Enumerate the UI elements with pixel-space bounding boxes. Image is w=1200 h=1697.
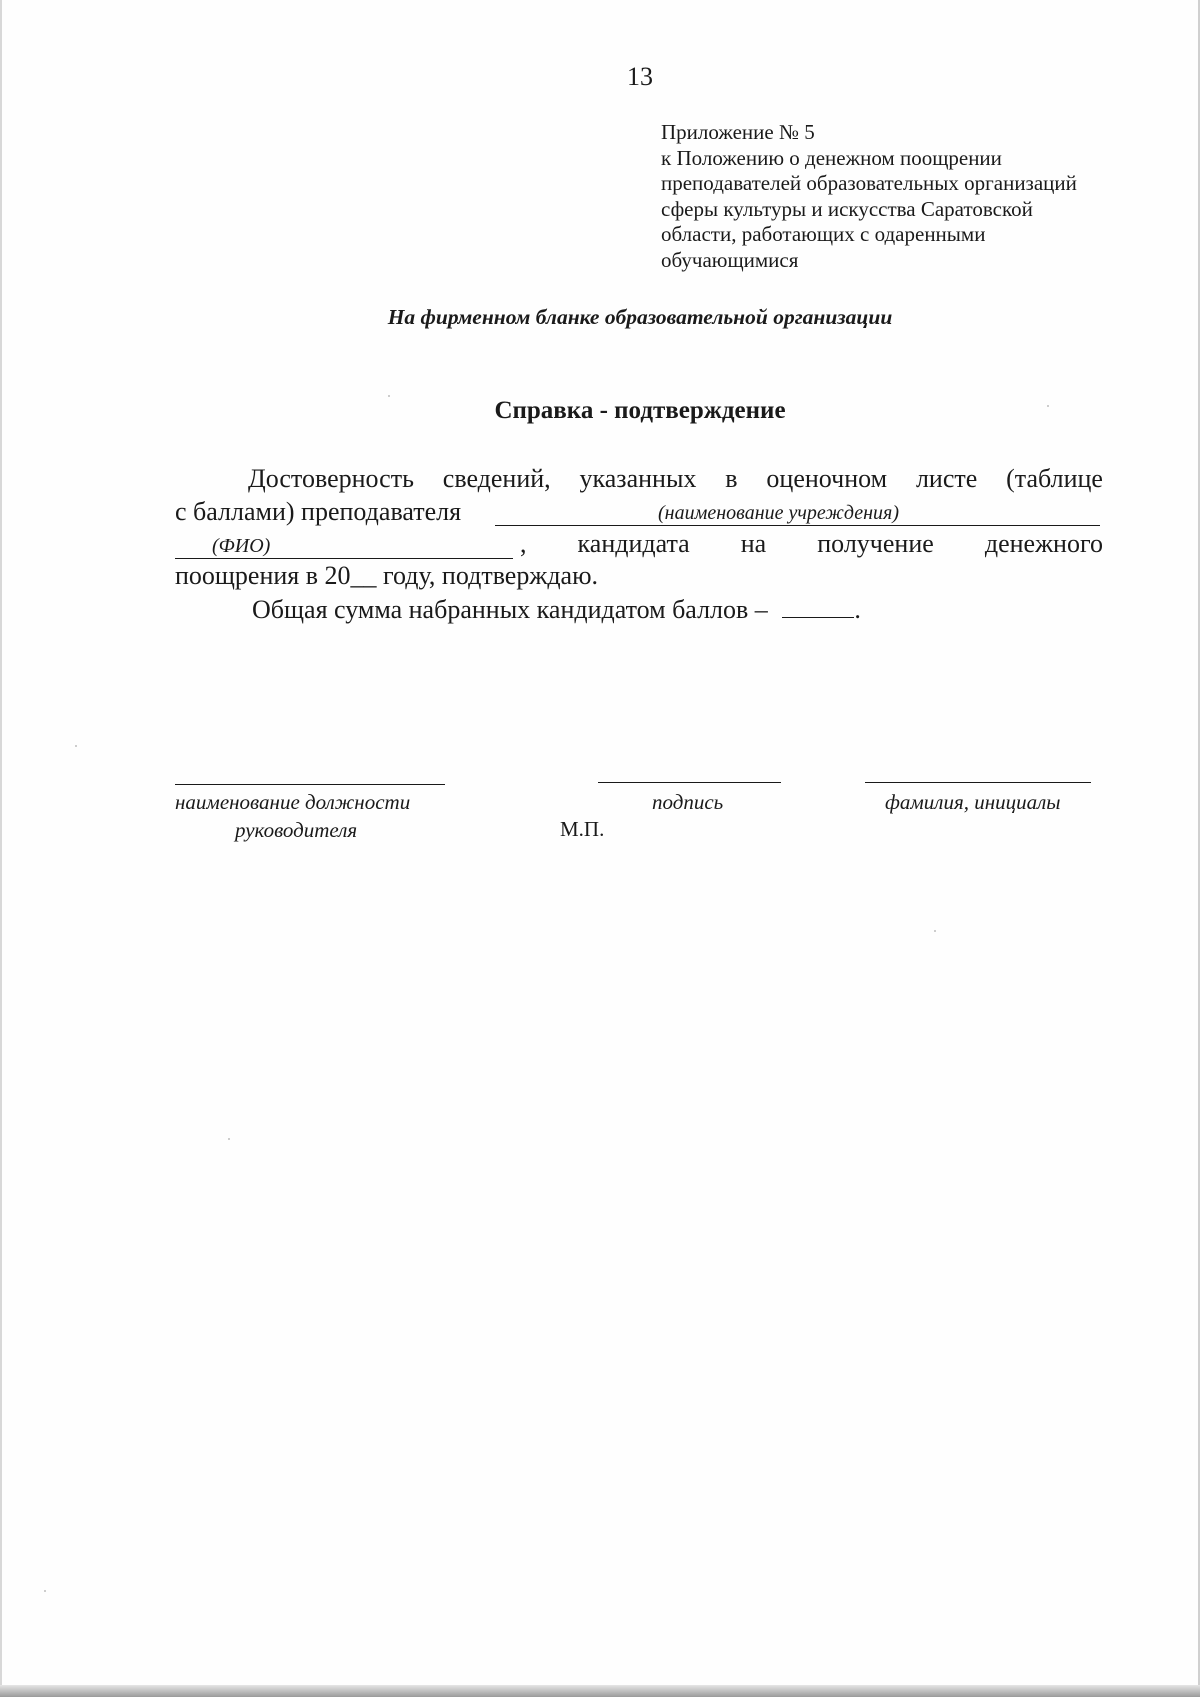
paragraph-word: в (725, 464, 738, 493)
scan-speck (388, 395, 390, 397)
scan-speck (75, 745, 77, 747)
total-score-line (252, 593, 1180, 625)
paragraph-word: указанных (579, 464, 697, 493)
total-score-label: Общая сумма набранных кандидатом баллов – (252, 595, 768, 624)
appendix-line: сферы культуры и искусства Саратовской (661, 196, 1033, 221)
appendix-line: Приложение № 5 (661, 120, 815, 144)
paragraph-word: денежного (984, 529, 1103, 558)
total-score-period: . (854, 595, 861, 624)
institution-fill-line (495, 525, 1100, 526)
appendix-line: области, работающих с одаренными (661, 222, 986, 246)
page-number: 13 (627, 62, 653, 91)
document-title: Справка - подтверждение (494, 397, 786, 424)
paragraph-word: на (740, 529, 767, 558)
paragraph-word: получение (817, 529, 934, 558)
name-caption: фамилия, инициалы (885, 790, 1061, 814)
name-signature-line (865, 782, 1091, 783)
appendix-line: к Положению о денежном поощрении (661, 145, 1002, 170)
institution-hint: (наименование учреждения) (658, 502, 900, 524)
scan-speck (934, 930, 936, 932)
paragraph-line-3 (520, 529, 1103, 561)
position-signature-line (175, 784, 445, 785)
position-caption-continued: руководителя (235, 818, 358, 842)
paragraph-word: , (520, 529, 527, 558)
signature-caption: подпись (652, 790, 724, 814)
paragraph-word: Достоверность (248, 464, 414, 493)
paragraph-text: поощрения в 20__ году, подтверждаю. (175, 561, 599, 590)
scan-speck (1047, 405, 1049, 407)
letterhead-note: На фирменном бланке образовательной организации (387, 305, 893, 329)
paragraph-word: оценочном (766, 464, 888, 493)
fio-hint: (ФИО) (212, 535, 271, 557)
total-score-fill-line (782, 593, 854, 618)
paragraph-text: с баллами) преподавателя (175, 497, 462, 526)
position-caption: наименование должности (175, 790, 411, 814)
paragraph-word: (таблице (1006, 464, 1103, 493)
paragraph-word: листе (915, 464, 978, 493)
signature-line (598, 782, 781, 783)
scan-edge-bottom (0, 1685, 1200, 1697)
scan-edge-left (0, 0, 2, 1697)
scan-speck (228, 1138, 230, 1140)
scan-speck (44, 1590, 46, 1592)
paragraph-word: кандидата (577, 529, 690, 558)
paragraph-line-4 (175, 561, 1103, 593)
stamp-placeholder: М.П. (560, 817, 605, 841)
paragraph-word: сведений, (442, 464, 551, 493)
appendix-line: преподавателей образовательных организаций (661, 171, 1077, 195)
paragraph-line-1 (248, 464, 1103, 496)
fio-fill-line (175, 558, 513, 559)
appendix-line: обучающимися (661, 247, 799, 272)
appendix-note (661, 120, 1121, 273)
